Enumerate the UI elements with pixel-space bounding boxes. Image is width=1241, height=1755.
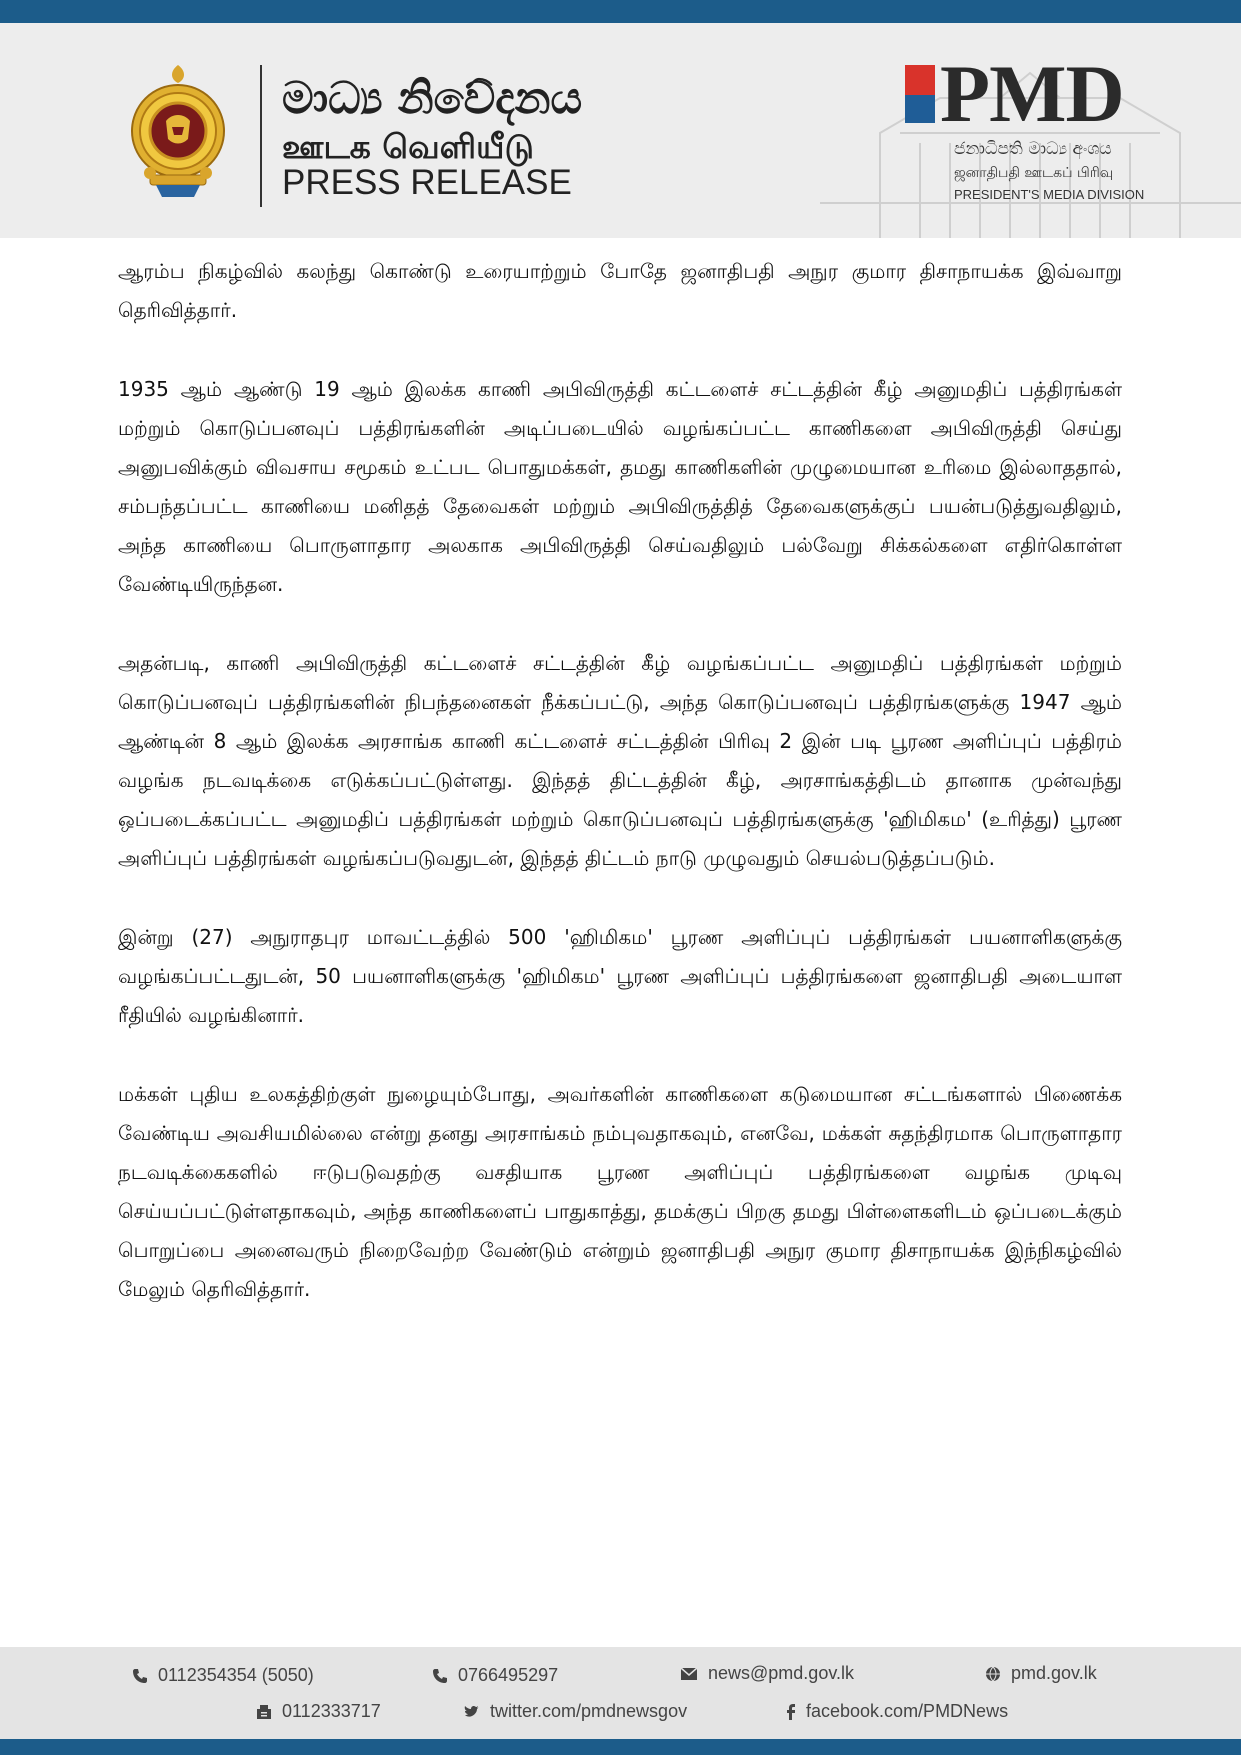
- footer-phone: [132, 1665, 314, 1686]
- footer-facebook-text: facebook.com/PMDNews: [806, 1701, 1009, 1721]
- header-divider: [260, 65, 262, 207]
- twitter-icon: [464, 1705, 480, 1719]
- footer-twitter-text: twitter.com/pmdnewsgov: [490, 1701, 688, 1721]
- title-tamil: ஊடக வெளியீடு: [282, 127, 534, 166]
- paragraph-grants: அதன்படி, காணி அபிவிருத்தி கட்டளைச் சட்டத்தின் கீழ் வழங்கப்பட்ட அனுமதிப் பத்திரங்கள் மற்றும் கொடுப்பனவுப் பத்திரங்களின் நிபந்தனைகள் நீக்கப்பட்டு, அந்த கொடுப்பனவுப் பத்திரங்களுக்கு 1947 ஆம் ஆண்டின் 8 ஆம் இலக்க அரசாங்க காணி கட்டளைச் சட்டத்தின் பிரிவு 2 இன் படி பூரண அளிப்புப் பத்திரம் வழங்க நடவடிக்கை எடுக்கப்பட்டுள்ளது. இந்தத் திட்டத்தின் கீழ், அரசாங்கத்திடம் தானாக முன்வந்து ஒப்படைக்கப்பட்ட அனுமதிப் பத்திரங்கள் மற்றும் கொடுப்பனவுப் பத்திரங்களுக்கு 'ஹிமிகம' (உரித்து) பூரண அளிப்புப் பத்திரங்கள் வழங்கப்படுவதுடன், இந்தத் திட்டம் நாடு முழுவதும் செயல்படுத்தப்படும்.: [118, 651, 1122, 870]
- fax-icon: [256, 1704, 272, 1720]
- footer-fax: [256, 1701, 381, 1722]
- phone-icon: [132, 1668, 148, 1684]
- pmd-name-tamil: ஜனாதிபதி ஊடகப் பிரிவு: [954, 165, 1114, 181]
- footer-facebook[interactable]: [786, 1701, 1008, 1722]
- paragraph-anuradhapura: இன்று (27) அநுராதபுர மாவட்டத்தில் 500 'ஹிமிகம' பூரண அளிப்புப் பத்திரங்கள் பயனாளிகளுக்கு வழங்கப்பட்டதுடன், 50 பயனாளிகளுக்கு 'ஹிமிகம' பூரண அளிப்புப் பத்திரங்களை ஜனாதிபதி அடையாள ரீதியில் வழங்கினார்.: [118, 925, 1122, 1027]
- envelope-icon: [680, 1667, 698, 1681]
- bottom-accent-bar: [0, 1739, 1241, 1755]
- paragraph-closing: மக்கள் புதிய உலகத்திற்குள் நுழையும்போது, அவர்களின் காணிகளை கடுமையான சட்டங்களால் பிணைக்க வேண்டிய அவசியமில்லை என்று தனது அரசாங்கம் நம்புவதாகவும், எனவே, மக்கள் சுதந்திரமாக பொருளாதார நடவடிக்கைகளில் ஈடுபடுவதற்கு வசதியாக பூரண அளிப்புப் பத்திரங்களை வழங்க முடிவு செய்யப்பட்டுள்ளதாகவும், அந்த காணிகளைப் பாதுகாத்து, தமக்குப் பிறகு தமது பிள்ளைகளிடம் ஒப்படைக்கும் பொறுப்பை அனைவரும் நிறைவேற்ற வேண்டும் என்றும் ஜனாதிபதி அநுர குமார திசாநாயக்க இந்நிகழ்வில் மேலும் தெரிவித்தார்.: [118, 1082, 1122, 1301]
- footer-email-text: news@pmd.gov.lk: [708, 1663, 854, 1683]
- footer-phone-text: 0112354354 (5050): [158, 1665, 314, 1685]
- paragraph-opening: ஆரம்ப நிகழ்வில் கலந்து கொண்டு உரையாற்றும் போதே ஜனாதிபதி அநுர குமார திசாநாயக்க இவ்வாறு தெரிவித்தார்.: [118, 259, 1122, 322]
- footer-fax-text: 0112333717: [282, 1701, 381, 1721]
- footer-website[interactable]: [985, 1663, 1097, 1684]
- footer-website-text: pmd.gov.lk: [1011, 1663, 1097, 1683]
- press-release-body: [118, 252, 1122, 1349]
- facebook-icon: [786, 1704, 796, 1720]
- pmd-logo-mark-icon: [905, 65, 935, 123]
- title-sinhala: මාධ්‍ය නිවේදනය: [282, 73, 583, 124]
- press-release-header: [0, 23, 1241, 238]
- sri-lanka-emblem-icon: [126, 61, 230, 201]
- footer-twitter[interactable]: [464, 1701, 687, 1722]
- footer-mobile: [432, 1665, 558, 1686]
- title-english: PRESS RELEASE: [282, 163, 572, 202]
- pmd-name-english: PRESIDENT'S MEDIA DIVISION: [954, 187, 1145, 202]
- phone-icon: [432, 1668, 448, 1684]
- contact-footer: [0, 1647, 1241, 1739]
- footer-mobile-text: 0766495297: [458, 1665, 559, 1685]
- top-accent-bar: [0, 0, 1241, 23]
- footer-email[interactable]: [680, 1663, 854, 1684]
- paragraph-land-ordinance: 1935 ஆம் ஆண்டு 19 ஆம் இலக்க காணி அபிவிருத்தி கட்டளைச் சட்டத்தின் கீழ் அனுமதிப் பத்திரங்கள் மற்றும் கொடுப்பனவுப் பத்திரங்களின் அடிப்படையில் வழங்கப்பட்ட காணிகளை அபிவிருத்தி செய்து அனுபவிக்கும் விவசாய சமூகம் உட்பட பொதுமக்கள், தமது காணிகளின் முழுமையான உரிமை இல்லாததால், சம்பந்தப்பட்ட காணியை மனிதத் தேவைகள் மற்றும் அபிவிருத்தித் தேவைகளுக்குப் பயன்படுத்துவதிலும், அந்த காணியை பொருளாதார அலகாக அபிவிருத்தி செய்வதிலும் பல்வேறு சிக்கல்களை எதிர்கொள்ள வேண்டியிருந்தன.: [118, 377, 1122, 596]
- globe-icon: [985, 1666, 1001, 1682]
- pmd-name-sinhala: ජනාධිපති මාධ්‍ය අංශය: [954, 139, 1112, 159]
- pmd-logo-text: PMD: [940, 48, 1124, 139]
